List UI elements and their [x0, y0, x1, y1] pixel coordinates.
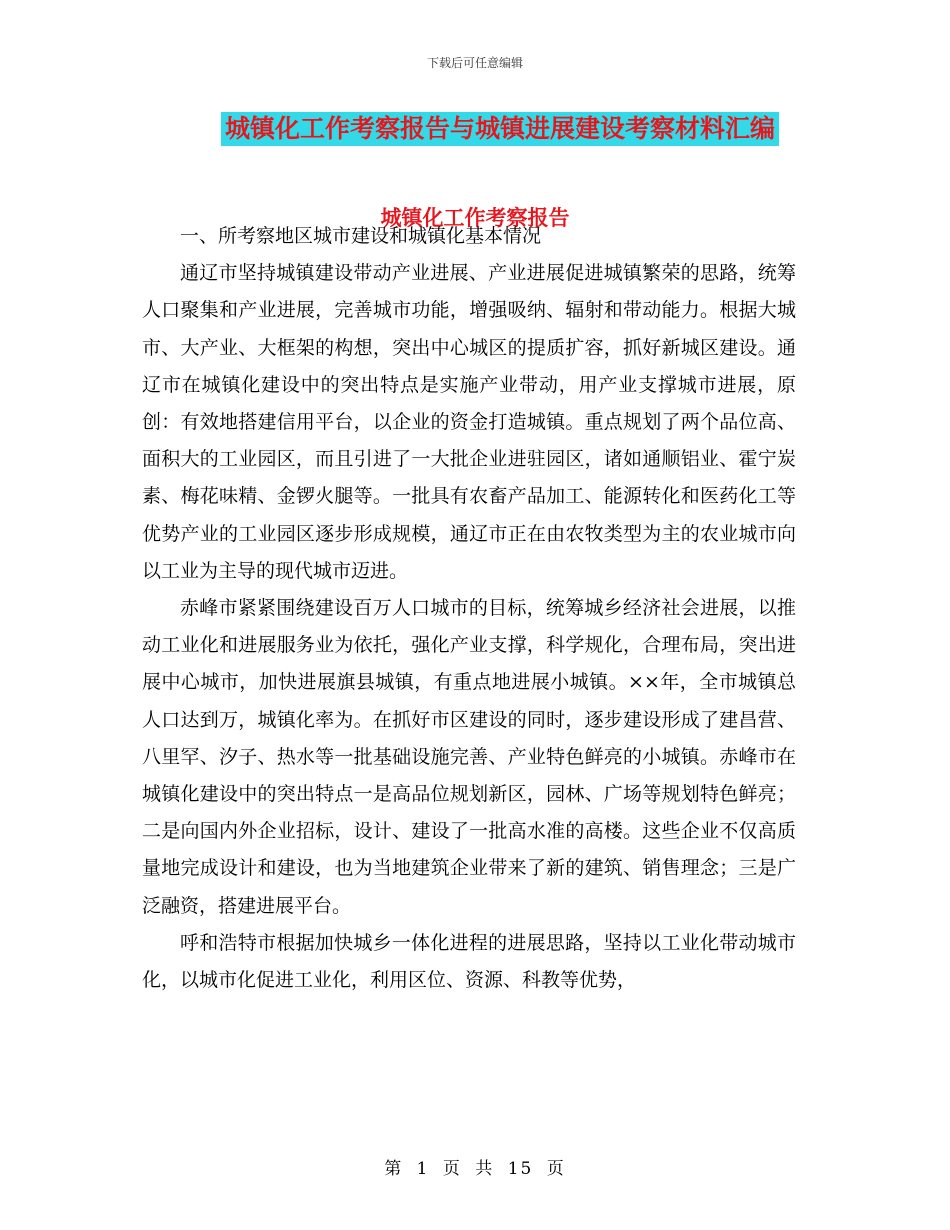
main-title-container — [0, 112, 950, 146]
paragraph-tongliao: 通辽市坚持城镇建设带动产业进展、产业进展促进城镇繁荣的思路，统筹人口聚集和产业进展，完善城市功能，增强吸纳、辐射和带动能力。根据大城市、大产业、大框架的构想，突出中心城区的提质扩容，抓好新城区建设。通辽市在城镇化建设中的突出特点是实施产业带动，用产业支撑城市进展，原创：有效地搭建信用平台，以企业的资金打造城镇。重点规划了两个品位高、面积大的工业园区，而且引进了一大批企业进驻园区，诸如通顺铝业、霍宁炭素、梅花味精、金锣火腿等。一批具有农畜产品加工、能源转化和医药化工等优势产业的工业园区逐步形成规模，通辽市正在由农牧类型为主的农业城市向以工业为主导的现代城市迈进。 — [142, 262, 796, 582]
page-footer: 第 1 页 共 15 页 — [384, 1159, 566, 1179]
sub-title: 城镇化工作考察报告 — [380, 206, 570, 230]
section-heading: 一、所考察地区城市建设和城镇化基本情况 — [180, 225, 542, 247]
page-header-note: 下载后可任意编辑 — [426, 56, 523, 70]
main-title: 城镇化工作考察报告与城镇进展建设考察材料汇编 — [221, 112, 779, 146]
document-body — [142, 218, 796, 999]
paragraph-hohhot: 呼和浩特市根据加快城乡一体化进程的进展思路，坚持以工业化带动城市化，以城市化促进工业化，利用区位、资源、科教等优势， — [142, 931, 796, 992]
paragraph-chifeng: 赤峰市紧紧围绕建设百万人口城市的目标，统筹城乡经济社会进展，以推动工业化和进展服务业为依托，强化产业支撑，科学规化，合理布局，突出进展中心城市，加快进展旗县城镇，有重点地进展小城镇。××年，全市城镇总人口达到万，城镇化率为。在抓好市区建设的同时，逐步建设形成了建昌营、八里罕、汐子、热水等一批基础设施完善、产业特色鲜亮的小城镇。赤峰市在城镇化建设中的突出特点一是高品位规划新区，园林、广场等规划特色鲜亮；二是向国内外企业招标，设计、建设了一批高水准的高楼。这些企业不仅高质量地完成设计和建设，也为当地建筑企业带来了新的建筑、销售理念；三是广泛融资，搭建进展平台。 — [142, 597, 796, 917]
